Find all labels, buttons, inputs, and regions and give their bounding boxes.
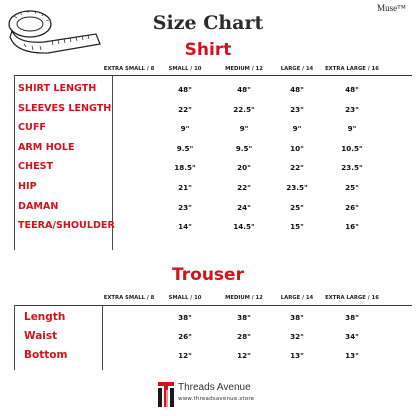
table-top-divider bbox=[14, 305, 412, 306]
size-value-cell: 9" bbox=[292, 124, 302, 134]
threads-avenue-logo-icon bbox=[157, 380, 175, 408]
size-value-cell: 14.5" bbox=[233, 222, 255, 232]
size-value-cell: 48" bbox=[237, 85, 251, 94]
size-value-cell: 34" bbox=[345, 332, 359, 341]
size-value-cell: 24" bbox=[237, 202, 251, 212]
row-label: CUFF bbox=[18, 122, 46, 134]
size-value-cell: 48" bbox=[345, 85, 359, 94]
size-value-cell: 38" bbox=[290, 313, 304, 322]
column-header: LARGE / 14 bbox=[280, 295, 314, 301]
brand-name: Muse™ bbox=[377, 3, 406, 13]
label-column-divider bbox=[102, 305, 103, 370]
row-label: SLEEVES LENGTH bbox=[18, 102, 112, 114]
size-value-cell: 23.5" bbox=[286, 183, 308, 192]
trouser-section-title: Trouser bbox=[172, 265, 244, 285]
size-value-cell: 15" bbox=[290, 222, 304, 232]
column-header: EXTRA SMALL / 8 bbox=[103, 66, 155, 72]
size-value-cell: 25" bbox=[345, 183, 359, 192]
shirt-section-title: Shirt bbox=[184, 40, 232, 60]
table-left-border bbox=[14, 75, 15, 250]
size-value-cell: 38" bbox=[178, 313, 192, 322]
column-header: EXTRA LARGE / 16 bbox=[325, 66, 379, 72]
size-value-cell: 28" bbox=[237, 332, 251, 341]
row-label: Bottom bbox=[24, 349, 68, 361]
size-value-cell: 10.5" bbox=[341, 143, 363, 153]
size-value-cell: 13" bbox=[345, 351, 359, 360]
size-value-cell: 38" bbox=[237, 313, 251, 322]
size-value-cell: 12" bbox=[178, 351, 192, 360]
table-top-divider bbox=[14, 75, 412, 76]
size-value-cell: 13" bbox=[290, 351, 304, 360]
column-header: EXTRA SMALL / 8 bbox=[103, 295, 155, 301]
size-value-cell: 48" bbox=[290, 85, 304, 94]
row-label: TEERA/SHOULDER bbox=[18, 220, 115, 232]
size-value-cell: 22.5" bbox=[233, 104, 255, 114]
size-value-cell: 21" bbox=[178, 183, 192, 192]
size-value-cell: 9" bbox=[180, 124, 190, 134]
footer-url: www.threadsavenue.store bbox=[178, 396, 255, 402]
size-value-cell: 26" bbox=[345, 202, 359, 212]
row-label: CHEST bbox=[18, 161, 54, 173]
size-value-cell: 9.5" bbox=[176, 143, 194, 153]
row-label: Length bbox=[24, 311, 66, 323]
size-value-cell: 38" bbox=[345, 313, 359, 322]
column-header: EXTRA LARGE / 16 bbox=[325, 295, 379, 301]
size-value-cell: 18.5" bbox=[174, 163, 196, 173]
size-value-cell: 22" bbox=[290, 163, 304, 173]
size-value-cell: 26" bbox=[178, 332, 192, 341]
size-value-cell: 22" bbox=[178, 104, 192, 114]
size-value-cell: 23" bbox=[178, 202, 192, 212]
row-label: ARM HOLE bbox=[18, 141, 75, 153]
footer-logo-name: Threads Avenue bbox=[178, 382, 251, 393]
column-header: LARGE / 14 bbox=[280, 66, 314, 72]
column-header: MEDIUM / 12 bbox=[225, 295, 263, 301]
row-label: HIP bbox=[18, 181, 37, 192]
table-left-border bbox=[14, 305, 15, 370]
size-value-cell: 14" bbox=[178, 222, 192, 232]
size-value-cell: 23.5" bbox=[341, 163, 363, 173]
column-header: MEDIUM / 12 bbox=[225, 66, 263, 72]
size-value-cell: 9.5" bbox=[235, 143, 253, 153]
size-value-cell: 12" bbox=[237, 351, 251, 360]
size-value-cell: 9" bbox=[239, 124, 249, 134]
size-value-cell: 22" bbox=[237, 183, 251, 192]
size-value-cell: 9" bbox=[347, 124, 357, 134]
row-label: DAMAN bbox=[18, 200, 59, 212]
size-value-cell: 23" bbox=[290, 104, 304, 114]
size-value-cell: 32" bbox=[290, 332, 304, 341]
row-label: SHIRT LENGTH bbox=[18, 83, 97, 94]
column-header: SMALL / 10 bbox=[168, 295, 202, 301]
size-value-cell: 23" bbox=[345, 104, 359, 114]
size-value-cell: 20" bbox=[237, 163, 251, 173]
size-value-cell: 10" bbox=[290, 143, 304, 153]
size-value-cell: 25" bbox=[290, 202, 304, 212]
column-header: SMALL / 10 bbox=[168, 66, 202, 72]
row-label: Waist bbox=[24, 330, 58, 342]
size-value-cell: 48" bbox=[178, 85, 192, 94]
size-value-cell: 16" bbox=[345, 222, 359, 232]
page-title: Size Chart bbox=[152, 12, 264, 34]
